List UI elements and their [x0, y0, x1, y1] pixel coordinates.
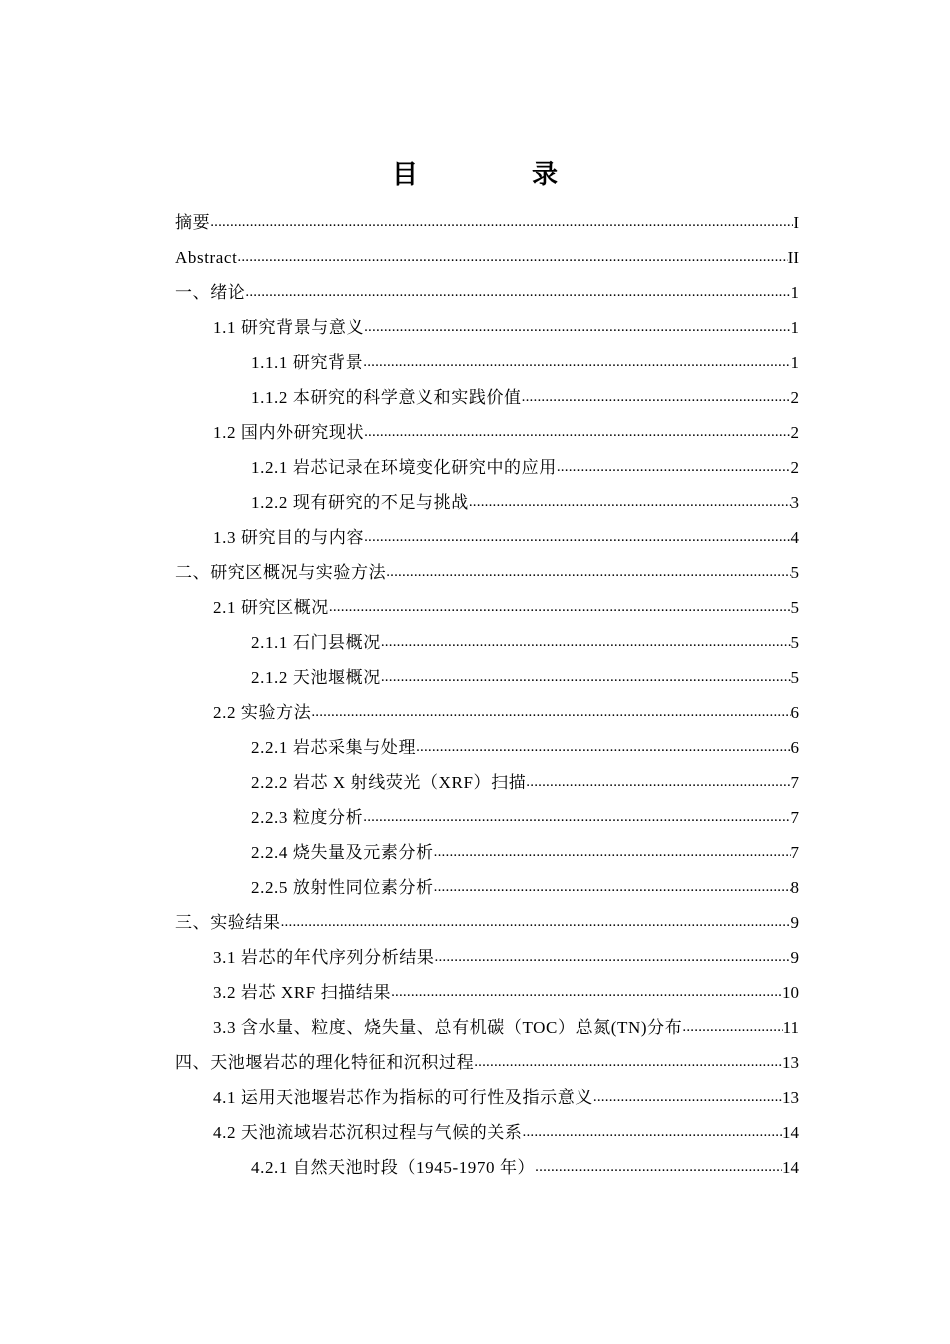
toc-entry-page-number: 13 — [782, 1088, 799, 1107]
toc-entry-page-number: 14 — [782, 1123, 799, 1142]
toc-entry-page-number: 8 — [790, 878, 799, 897]
toc-dot-leader — [523, 1115, 783, 1150]
toc-entry-page-number: 14 — [782, 1158, 799, 1177]
toc-dot-leader — [557, 450, 791, 485]
toc-entry[interactable] — [175, 520, 799, 555]
toc-entry[interactable] — [175, 380, 799, 415]
toc-entry[interactable] — [175, 835, 799, 870]
toc-entry-title: 摘要 — [175, 213, 211, 232]
toc-entry-page-number: 2 — [790, 388, 799, 407]
toc-entry[interactable] — [175, 415, 799, 450]
toc-entry-title: 1.1.2 本研究的科学意义和实践价值 — [251, 388, 522, 407]
toc-entry[interactable] — [175, 345, 799, 380]
toc-entry[interactable] — [175, 695, 799, 730]
toc-dot-leader — [329, 590, 791, 625]
toc-dot-leader — [434, 870, 791, 905]
toc-entry[interactable] — [175, 765, 799, 800]
toc-entry-title: 2.1.1 石门县概况 — [251, 633, 381, 652]
toc-dot-leader — [535, 1150, 782, 1185]
toc-entry-page-number: 5 — [790, 598, 799, 617]
toc-entry-title: 2.2 实验方法 — [213, 703, 312, 722]
toc-entry-title: 2.1.2 天池堰概况 — [251, 668, 381, 687]
toc-entry-title: 2.2.3 粒度分析 — [251, 808, 364, 827]
toc-dot-leader — [237, 240, 787, 275]
toc-entry-page-number: 11 — [782, 1018, 799, 1037]
toc-dot-leader — [381, 625, 791, 660]
toc-entry[interactable] — [175, 450, 799, 485]
toc-entry[interactable] — [175, 205, 799, 240]
toc-entry-page-number: 6 — [790, 738, 799, 757]
toc-entry-page-number: 1 — [790, 318, 799, 337]
toc-dot-leader — [245, 275, 790, 310]
toc-dot-leader — [416, 730, 790, 765]
toc-entry-page-number: 1 — [790, 353, 799, 372]
toc-entry-page-number: 9 — [790, 913, 799, 932]
toc-dot-leader — [210, 205, 793, 240]
toc-entry-page-number: 7 — [790, 773, 799, 792]
toc-entry-title: Abstract — [175, 248, 238, 267]
toc-entry-title: 1.2.1 岩芯记录在环境变化研究中的应用 — [251, 458, 557, 477]
toc-entry-page-number: 3 — [790, 493, 799, 512]
toc-entry-title: 3.1 岩芯的年代序列分析结果 — [213, 948, 435, 967]
toc-entry-page-number: 13 — [782, 1053, 799, 1072]
toc-entry-page-number: 2 — [790, 423, 799, 442]
toc-dot-leader — [682, 1010, 782, 1045]
toc-entry-title: 2.2.1 岩芯采集与处理 — [251, 738, 417, 757]
toc-entry-title: 二、研究区概况与实验方法 — [175, 563, 387, 582]
toc-entry-page-number: II — [787, 248, 799, 267]
toc-dot-leader — [364, 520, 790, 555]
toc-entry-title: 2.1 研究区概况 — [213, 598, 329, 617]
toc-entry[interactable] — [175, 1150, 799, 1185]
toc-dot-leader — [526, 765, 790, 800]
toc-entry[interactable] — [175, 590, 799, 625]
toc-dot-leader — [435, 940, 791, 975]
toc-entry[interactable] — [175, 240, 799, 275]
toc-entry-page-number: 5 — [790, 633, 799, 652]
toc-entry[interactable] — [175, 800, 799, 835]
toc-entry[interactable] — [175, 555, 799, 590]
toc-entry-page-number: I — [793, 213, 799, 232]
toc-entry-page-number: 7 — [790, 843, 799, 862]
toc-entry-title: 2.2.4 烧失量及元素分析 — [251, 843, 434, 862]
toc-entry-title: 四、天池堰岩芯的理化特征和沉积过程 — [175, 1053, 475, 1072]
toc-dot-leader — [474, 1045, 782, 1080]
toc-entry[interactable] — [175, 730, 799, 765]
toc-entry[interactable] — [175, 625, 799, 660]
toc-entry-title: 4.1 运用天池堰岩芯作为指标的可行性及指示意义 — [213, 1088, 593, 1107]
toc-entry-title: 一、绪论 — [175, 283, 246, 302]
toc-dot-leader — [469, 485, 791, 520]
toc-entry-title: 4.2 天池流域岩芯沉积过程与气候的关系 — [213, 1123, 523, 1142]
toc-entry[interactable] — [175, 940, 799, 975]
toc-dot-leader — [593, 1080, 782, 1115]
toc-entry[interactable] — [175, 870, 799, 905]
toc-entry-page-number: 10 — [782, 983, 799, 1002]
toc-title: 目 录 — [391, 160, 602, 190]
toc-dot-leader — [381, 660, 791, 695]
toc-entry-title: 1.1 研究背景与意义 — [213, 318, 365, 337]
toc-dot-leader — [363, 345, 790, 380]
toc-dot-leader — [281, 905, 791, 940]
toc-entry-title: 3.3 含水量、粒度、烧失量、总有机碳（TOC）总氮(TN)分布 — [213, 1018, 683, 1037]
toc-entry-title: 1.1.1 研究背景 — [251, 353, 364, 372]
toc-dot-leader — [391, 975, 782, 1010]
toc-entry[interactable] — [175, 1045, 799, 1080]
toc-entry-page-number: 9 — [790, 948, 799, 967]
toc-dot-leader — [364, 415, 790, 450]
toc-entry[interactable] — [175, 905, 799, 940]
toc-entry-page-number: 2 — [790, 458, 799, 477]
toc-entry-title: 2.2.5 放射性同位素分析 — [251, 878, 434, 897]
toc-dot-leader — [386, 555, 790, 590]
toc-dot-leader — [522, 380, 791, 415]
toc-dot-leader — [363, 800, 790, 835]
toc-entry[interactable] — [175, 275, 799, 310]
toc-entry-page-number: 4 — [790, 528, 799, 547]
toc-entry-title: 1.3 研究目的与内容 — [213, 528, 365, 547]
toc-entry-page-number: 1 — [790, 283, 799, 302]
toc-entry-page-number: 7 — [790, 808, 799, 827]
toc-entry[interactable] — [175, 310, 799, 345]
toc-entry-page-number: 5 — [790, 563, 799, 582]
toc-entry[interactable] — [175, 485, 799, 520]
toc-entry[interactable] — [175, 1115, 799, 1150]
toc-entry-title: 三、实验结果 — [175, 913, 281, 932]
toc-entry[interactable] — [175, 1080, 799, 1115]
toc-entry-page-number: 6 — [790, 703, 799, 722]
toc-list — [175, 205, 799, 1185]
toc-dot-leader — [364, 310, 790, 345]
toc-entry-page-number: 5 — [790, 668, 799, 687]
toc-entry[interactable] — [175, 1010, 799, 1045]
toc-entry-title: 4.2.1 自然天池时段（1945-1970 年） — [251, 1158, 536, 1177]
toc-entry-title: 3.2 岩芯 XRF 扫描结果 — [213, 983, 392, 1002]
toc-entry[interactable] — [175, 660, 799, 695]
toc-entry-title: 2.2.2 岩芯 X 射线荧光（XRF）扫描 — [251, 773, 527, 792]
toc-entry-title: 1.2 国内外研究现状 — [213, 423, 365, 442]
toc-dot-leader — [311, 695, 790, 730]
toc-dot-leader — [434, 835, 791, 870]
toc-entry[interactable] — [175, 975, 799, 1010]
toc-entry-title: 1.2.2 现有研究的不足与挑战 — [251, 493, 469, 512]
